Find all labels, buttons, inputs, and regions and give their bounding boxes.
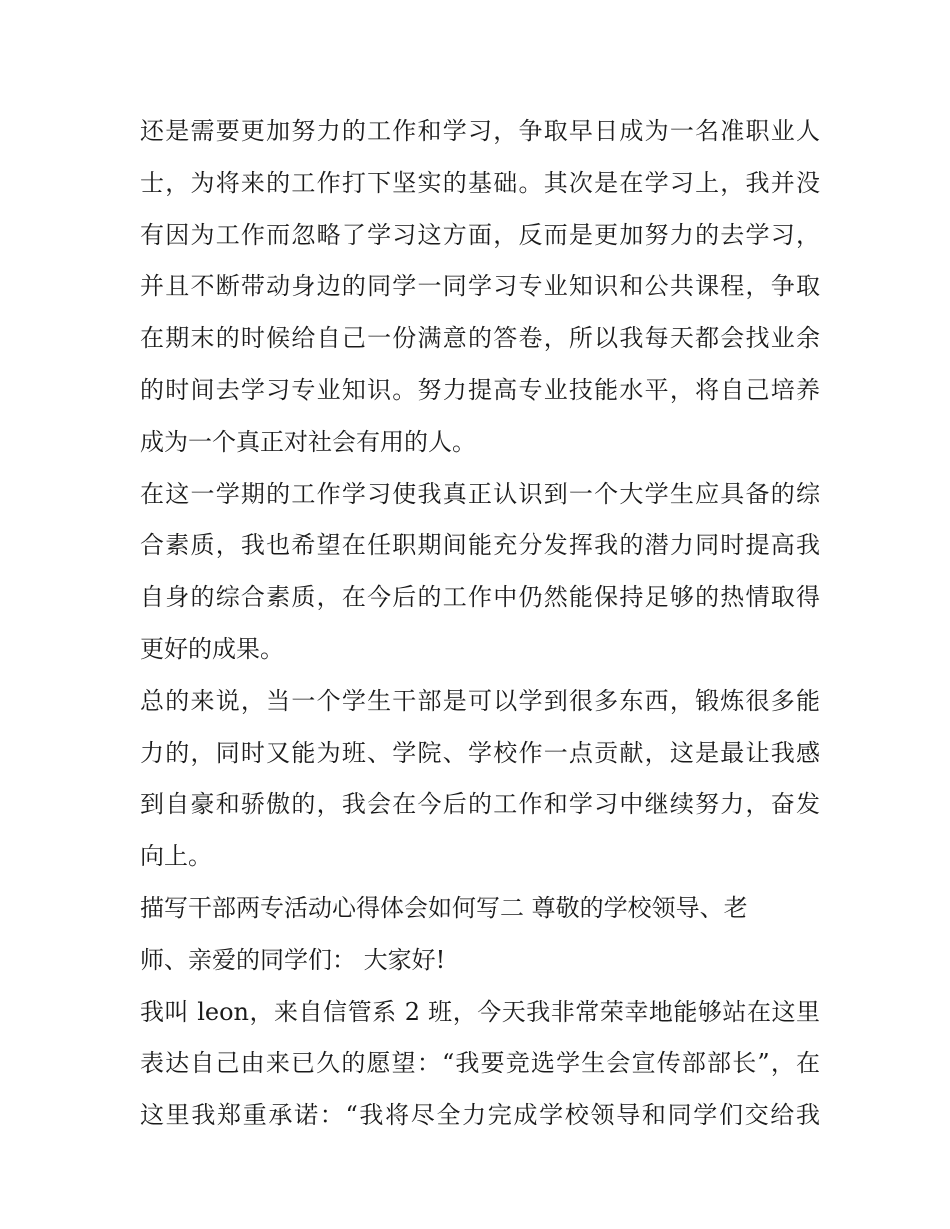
text-line: 师、亲爱的同学们： 大家好! xyxy=(140,945,446,974)
text-line: 这里我郑重承诺：“我将尽全力完成学校领导和同学们交给我 xyxy=(140,1101,820,1130)
text-line: 更好的成果。 xyxy=(140,634,284,663)
text-line: 表达自己由来已久的愿望：“我要竞选学生会宣传部部长”，在 xyxy=(140,1049,820,1078)
text-line: 的时间去学习专业知识。努力提高专业技能水平，将自己培养 xyxy=(140,375,820,404)
text-line: 我叫 leon，来自信管系 2 班，今天我非常荣幸地能够站在这里 xyxy=(140,997,820,1026)
text-line: 自身的综合素质，在今后的工作中仍然能保持足够的热情取得 xyxy=(140,583,820,612)
text-line: 总的来说，当一个学生干部是可以学到很多东西，锻炼很多能 xyxy=(140,686,820,715)
text-line: 在这一学期的工作学习使我真正认识到一个大学生应具备的综 xyxy=(140,479,820,508)
text-line: 合素质，我也希望在任职期间能充分发挥我的潜力同时提高我 xyxy=(140,531,820,560)
text-line: 描写干部两专活动心得体会如何写二 尊敬的学校领导、老 xyxy=(140,893,748,922)
text-line: 力的，同时又能为班、学院、学校作一点贡献，这是最让我感 xyxy=(140,738,820,767)
text-line: 有因为工作而忽略了学习这方面，反而是更加努力的去学习， xyxy=(140,220,820,249)
text-line: 向上。 xyxy=(140,842,212,871)
text-line: 还是需要更加努力的工作和学习，争取早日成为一名准职业人 xyxy=(140,117,820,145)
document-body xyxy=(140,106,820,1142)
text-line: 成为一个真正对社会有用的人。 xyxy=(140,427,476,456)
text-line: 并且不断带动身边的同学一同学习专业知识和公共课程，争取 xyxy=(140,272,820,301)
text-line: 到自豪和骄傲的，我会在今后的工作和学习中继续努力，奋发 xyxy=(140,790,820,819)
text-line: 士，为将来的工作打下坚实的基础。其次是在学习上，我并没 xyxy=(140,168,820,197)
text-line: 在期末的时候给自己一份满意的答卷，所以我每天都会找业余 xyxy=(140,324,820,353)
